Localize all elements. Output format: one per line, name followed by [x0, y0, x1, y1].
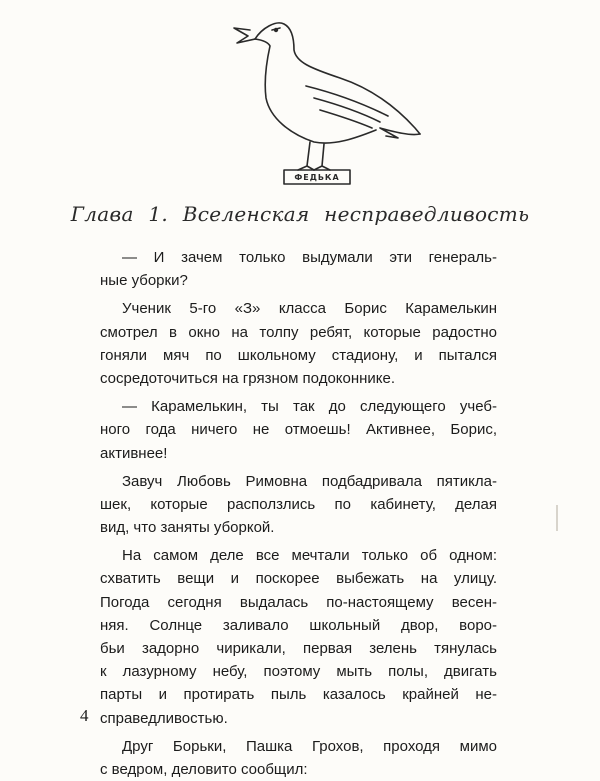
scan-speck [556, 505, 558, 531]
text-line: с ведром, деловито сообщил: [100, 760, 308, 778]
text-line: — И зачем только выдумали эти генераль- [122, 249, 497, 266]
text-line: Друг Борьки, Пашка Грохов, проходя мимо [122, 737, 497, 755]
chapter-title: Глава 1. Вселенская несправедливость [70, 202, 530, 226]
text-line: шек, которые расползлись по кабинету, делая [100, 495, 497, 513]
text-line: гоняли мяч по школьному стадиону, и пытался [100, 346, 497, 364]
seagull-illustration [210, 6, 430, 191]
text-line: сосредоточиться на грязном подоконнике. [100, 369, 396, 387]
text-line: На самом деле все мечтали только об одном: [122, 547, 497, 565]
text-line: Погода сегодня выдалась по-настоящему весен- [100, 593, 497, 611]
pedestal-plaque: ФЕДЬКА [294, 173, 340, 182]
text-line: парты и протирать пыль казалось крайней не- [100, 686, 497, 704]
text-line: Ученик 5-го «З» класса Борис Карамелькин [122, 300, 497, 318]
body-text [100, 246, 497, 781]
seagull-eye [274, 28, 278, 32]
text-line: к лазурному небу, поэтому мыть полы, двигать [100, 663, 497, 681]
page-number: 4 [80, 706, 89, 725]
text-line: ные уборки? [100, 272, 188, 290]
text-line: справедливостью. [100, 709, 228, 727]
text-line: схватить вещи и поскорее выбежать на улицу. [100, 570, 497, 588]
text-line: ного года ничего не отмоешь! Активнее, Борис, [100, 421, 497, 439]
text-line: Завуч Любовь Римовна подбадривала пятикла- [122, 472, 497, 490]
text-line: активнее! [100, 444, 168, 462]
text-line: бьи задорно чирикали, первая зелень тянулась [100, 640, 497, 657]
text-line: няя. Солнце заливало школьный двор, воро- [100, 616, 497, 634]
text-line: — Карамелькин, ты так до следующего учеб- [122, 398, 497, 416]
text-line: вид, что заняты уборкой. [100, 519, 275, 537]
text-line: смотрел в окно на толпу ребят, которые радостно [100, 323, 497, 341]
